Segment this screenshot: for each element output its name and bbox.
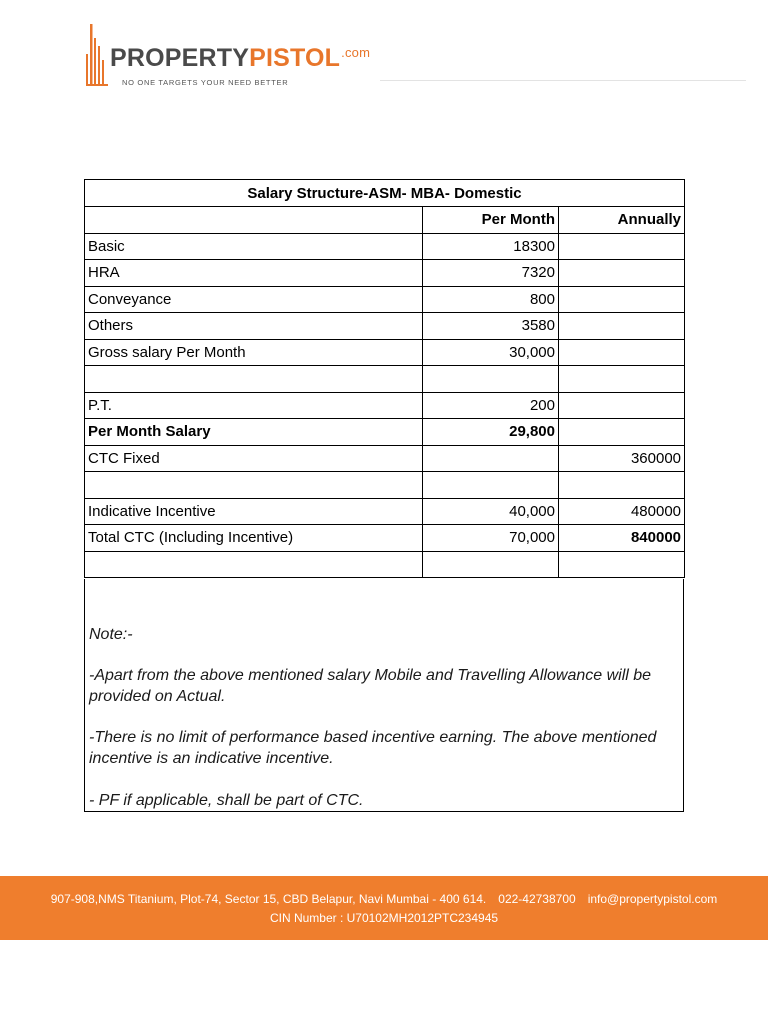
row-per-month: 200 bbox=[423, 392, 559, 419]
letterhead-header bbox=[0, 0, 768, 100]
header-divider bbox=[380, 80, 746, 81]
row-annually bbox=[559, 339, 685, 366]
row-label bbox=[85, 551, 423, 578]
row-label: Basic bbox=[85, 233, 423, 260]
note-item: -Apart from the above mentioned salary Mobile and Travelling Allowance will be provided on Actual. bbox=[89, 667, 652, 705]
salary-structure-table bbox=[84, 179, 685, 578]
row-per-month: 40,000 bbox=[423, 498, 559, 525]
brand-name-part1: PROPERTY bbox=[110, 44, 250, 72]
row-annually: 840000 bbox=[559, 525, 685, 552]
footer-email[interactable]: info@propertypistol.com bbox=[587, 892, 718, 906]
row-per-month: 7320 bbox=[423, 260, 559, 287]
row-label: Indicative Incentive bbox=[85, 498, 423, 525]
column-header-per-month: Per Month bbox=[423, 207, 559, 234]
table-row bbox=[85, 313, 685, 340]
row-annually bbox=[559, 419, 685, 446]
notes-box bbox=[84, 579, 684, 812]
table-row bbox=[85, 339, 685, 366]
brand-suffix: .com bbox=[341, 45, 371, 60]
row-annually: 360000 bbox=[559, 445, 685, 472]
row-label bbox=[85, 366, 423, 393]
row-annually bbox=[559, 313, 685, 340]
column-header-label bbox=[85, 207, 423, 234]
row-label: Conveyance bbox=[85, 286, 423, 313]
row-per-month: 29,800 bbox=[423, 419, 559, 446]
note-item: -There is no limit of performance based incentive earning. The above mentioned incentive is an indicative incentive. bbox=[89, 729, 657, 767]
table-row bbox=[85, 286, 685, 313]
row-per-month: 30,000 bbox=[423, 339, 559, 366]
footer-bar bbox=[0, 876, 768, 940]
row-per-month bbox=[423, 551, 559, 578]
row-label: P.T. bbox=[85, 392, 423, 419]
table-row bbox=[85, 525, 685, 552]
row-annually bbox=[559, 233, 685, 260]
row-per-month: 18300 bbox=[423, 233, 559, 260]
building-bars-logo-icon bbox=[86, 24, 108, 86]
row-annually bbox=[559, 286, 685, 313]
note-item: - PF if applicable, shall be part of CTC. bbox=[89, 792, 364, 809]
table-title: Salary Structure-ASM- MBA- Domestic bbox=[85, 180, 685, 207]
table-row bbox=[85, 445, 685, 472]
row-label: HRA bbox=[85, 260, 423, 287]
row-annually bbox=[559, 551, 685, 578]
row-label: CTC Fixed bbox=[85, 445, 423, 472]
table-row bbox=[85, 233, 685, 260]
table-row-empty bbox=[85, 551, 685, 578]
row-per-month: 800 bbox=[423, 286, 559, 313]
table-row bbox=[85, 260, 685, 287]
table-row bbox=[85, 498, 685, 525]
table-title-row bbox=[85, 180, 685, 207]
row-label: Gross salary Per Month bbox=[85, 339, 423, 366]
brand-wordmark bbox=[110, 44, 370, 73]
row-annually: 480000 bbox=[559, 498, 685, 525]
row-label: Total CTC (Including Incentive) bbox=[85, 525, 423, 552]
row-per-month bbox=[423, 366, 559, 393]
footer-contact-line bbox=[0, 892, 768, 906]
row-per-month bbox=[423, 472, 559, 499]
row-annually bbox=[559, 366, 685, 393]
row-label bbox=[85, 472, 423, 499]
row-annually bbox=[559, 260, 685, 287]
table-header-row bbox=[85, 207, 685, 234]
row-label: Per Month Salary bbox=[85, 419, 423, 446]
row-annually bbox=[559, 392, 685, 419]
row-per-month: 3580 bbox=[423, 313, 559, 340]
brand-name-part2: PISTOL bbox=[249, 44, 341, 72]
table-row bbox=[85, 419, 685, 446]
column-header-annually: Annually bbox=[559, 207, 685, 234]
row-annually bbox=[559, 472, 685, 499]
table-row bbox=[85, 392, 685, 419]
row-per-month bbox=[423, 445, 559, 472]
footer-address: 907-908,NMS Titanium, Plot-74, Sector 15, CBD Belapur, Navi Mumbai - 400 614. bbox=[50, 892, 487, 906]
table-row-empty bbox=[85, 472, 685, 499]
table-row-empty bbox=[85, 366, 685, 393]
brand-tagline: NO ONE TARGETS YOUR NEED BETTER bbox=[122, 78, 289, 87]
footer-phone: 022-42738700 bbox=[498, 892, 576, 906]
footer-cin: CIN Number : U70102MH2012PTC234945 bbox=[269, 911, 499, 925]
row-label: Others bbox=[85, 313, 423, 340]
notes-heading: Note:- bbox=[89, 626, 133, 643]
row-per-month: 70,000 bbox=[423, 525, 559, 552]
